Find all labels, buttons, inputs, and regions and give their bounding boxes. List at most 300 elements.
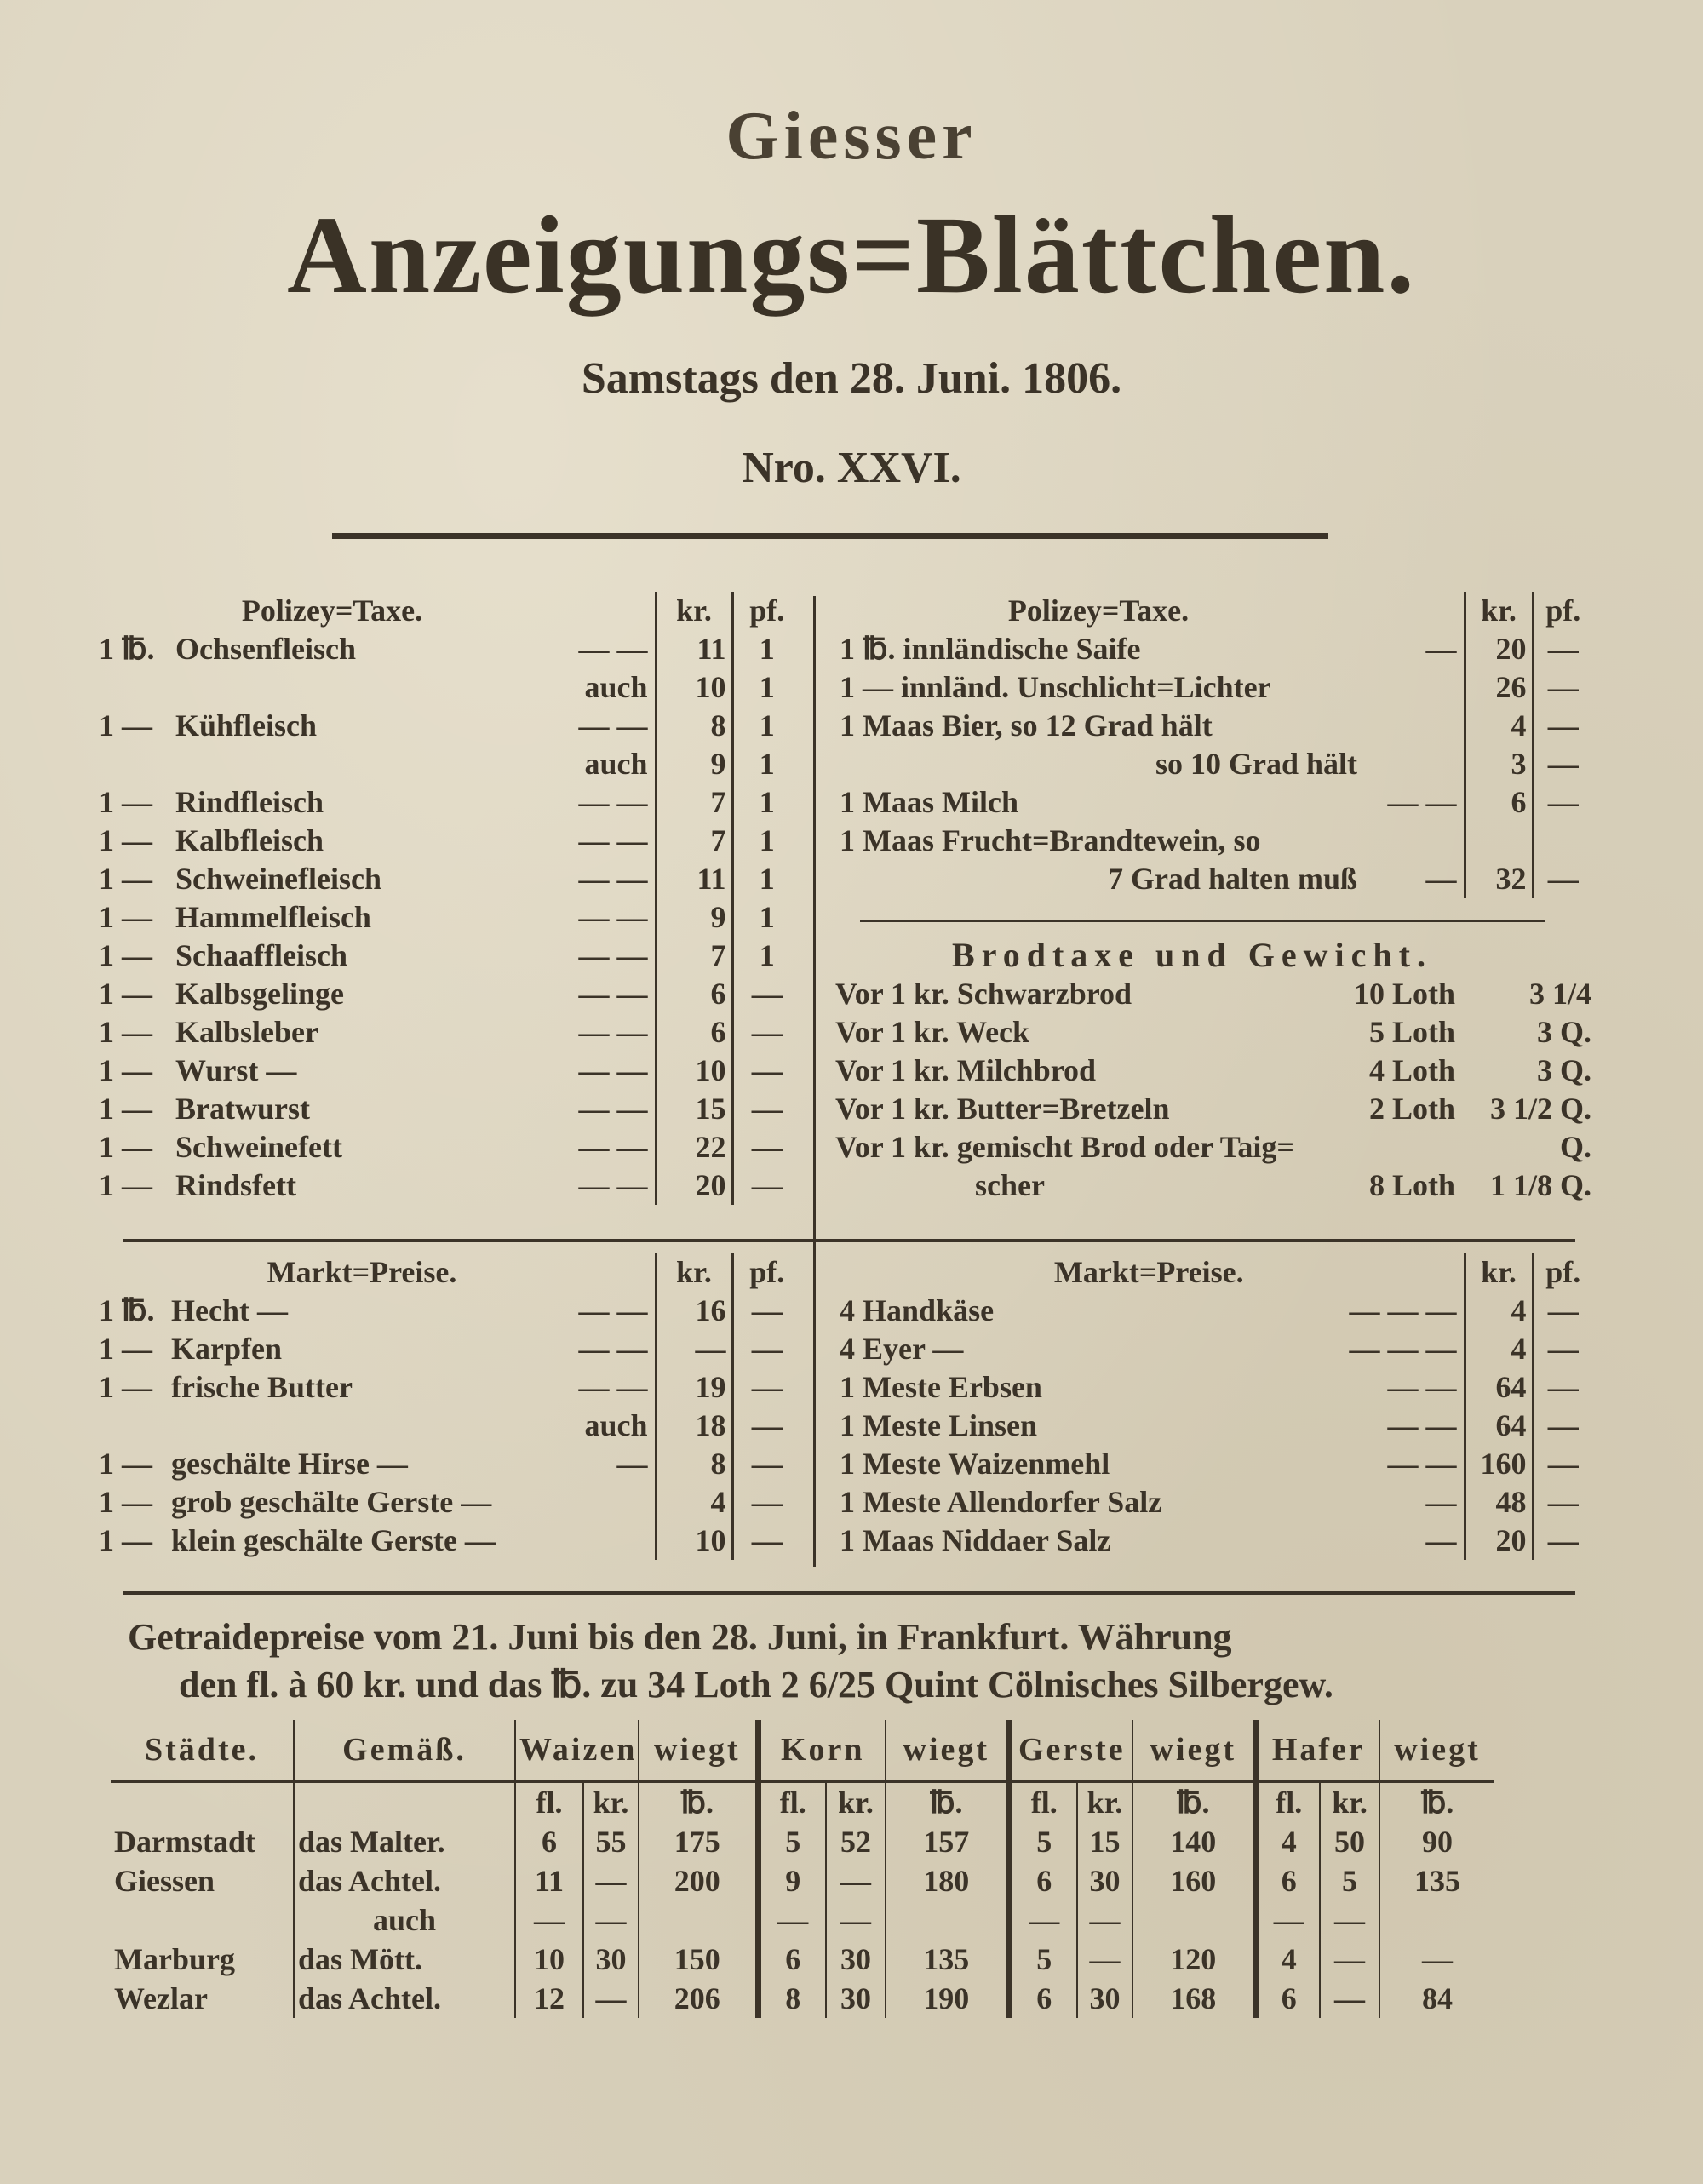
bread-item: Vor 1 kr. Butter=Bretzeln: [835, 1092, 1170, 1126]
price-pf: —: [732, 1292, 800, 1330]
grain-value: 9: [758, 1861, 826, 1900]
filler: — —: [578, 938, 648, 972]
col-pf: pf.: [732, 1253, 800, 1292]
price-kr: 20: [1465, 1522, 1533, 1560]
bread-item: scher: [975, 1168, 1045, 1202]
item-name: 1 Maas Milch: [840, 785, 1018, 819]
price-pf: —: [1533, 860, 1592, 898]
filler: — —: [578, 900, 648, 934]
price-kr: 4: [656, 1483, 732, 1522]
unit-header: kr.: [826, 1781, 886, 1822]
grain-value: —: [826, 1861, 886, 1900]
grain-value: 6: [758, 1940, 826, 1979]
grain-value: —: [515, 1900, 583, 1940]
table-row: [834, 822, 1592, 860]
filler: — —: [578, 823, 648, 857]
grain-value: 200: [639, 1861, 758, 1900]
item-name: [170, 745, 494, 783]
price-pf: —: [732, 975, 800, 1013]
filler: — —: [578, 1168, 648, 1202]
row-quantity: [94, 1407, 166, 1445]
price-kr: 20: [1465, 630, 1533, 668]
bread-weight: 5 Loth: [1368, 1015, 1455, 1049]
price-kr: 6: [656, 1013, 732, 1052]
item-name: 1 Meste Linsen: [840, 1408, 1037, 1442]
item-name: grob geschälte Gerste —: [171, 1485, 492, 1519]
measure: auch: [294, 1900, 515, 1940]
price-pf: —: [1533, 745, 1592, 783]
item-name: 4 Eyer —: [840, 1332, 964, 1366]
price-pf: —: [732, 1483, 800, 1522]
grain-value: 180: [886, 1861, 1009, 1900]
row-quantity: 1 —: [99, 1523, 152, 1557]
filler: [1362, 822, 1465, 860]
grain-value: —: [1077, 1940, 1132, 1979]
price-kr: 4: [1465, 1330, 1533, 1368]
price-pf: —: [732, 1013, 800, 1052]
item-name: 1 Meste Waizenmehl: [840, 1447, 1110, 1481]
unit-header: kr.: [1077, 1781, 1132, 1822]
grain-value: 30: [1077, 1861, 1132, 1900]
table-row: [94, 1522, 800, 1560]
table-row: [834, 1368, 1592, 1407]
grain-value: 190: [886, 1979, 1009, 2018]
filler: — — —: [1349, 1332, 1457, 1366]
filler: —: [616, 1447, 648, 1481]
table-row: [94, 668, 800, 707]
grain-value: 140: [1132, 1822, 1256, 1861]
column-header: Waizen: [515, 1720, 639, 1781]
divider: [123, 1239, 1575, 1242]
issue-date: Samstags den 28. Juni. 1806.: [581, 354, 1122, 403]
masthead-title: Anzeigungs=Blättchen.: [287, 194, 1416, 317]
table-row: [834, 1483, 1592, 1522]
getraide-line-1: Getraidepreise vom 21. Juni bis den 28. Juni, in Frankfurt. Währung: [128, 1616, 1232, 1658]
price-pf: 1: [732, 668, 800, 707]
section-title: Markt=Preise.: [267, 1255, 457, 1289]
row-quantity: 1 —: [99, 1130, 152, 1164]
grain-value: 168: [1132, 1979, 1256, 2018]
item-name: Hecht —: [171, 1293, 288, 1327]
row-quantity: 1 —: [99, 785, 152, 819]
item-name: so 10 Grad hält: [1155, 747, 1357, 781]
grain-value: 30: [1077, 1979, 1132, 2018]
grain-value: 5: [758, 1822, 826, 1861]
price-pf: —: [1533, 1483, 1592, 1522]
bread-item: Vor 1 kr. Schwarzbrod: [835, 977, 1132, 1011]
table-row: [94, 707, 800, 745]
unit-header: kr.: [583, 1781, 639, 1822]
grain-value: 4: [1256, 1822, 1320, 1861]
item-name: 1 Maas Frucht=Brandtewein, so: [840, 823, 1261, 857]
price-kr: 8: [656, 707, 732, 745]
markt-preise-right: [834, 1253, 1592, 1560]
grain-value: 15: [1077, 1822, 1132, 1861]
price-pf: —: [1533, 1407, 1592, 1445]
bread-quint: 3 1/4: [1528, 977, 1591, 1011]
price-kr: 48: [1465, 1483, 1533, 1522]
table-row: [834, 745, 1592, 783]
column-header: wiegt: [639, 1720, 758, 1781]
grain-value: 12: [515, 1979, 583, 2018]
table-row: [94, 745, 800, 783]
polizey-taxe-right: [834, 592, 1592, 898]
col-pf: pf.: [732, 592, 800, 630]
grain-value: —: [758, 1900, 826, 1940]
item-name: 1 — innländ. Unschlicht=Lichter: [840, 670, 1271, 704]
price-pf: 1: [732, 630, 800, 668]
unit-header: ℔.: [639, 1781, 758, 1822]
item-name: Kalbfleisch: [175, 823, 324, 857]
table-row: [94, 1013, 800, 1052]
spacer: [111, 1781, 294, 1822]
table-row: [830, 1013, 1597, 1052]
filler: [558, 1483, 656, 1522]
column-header: wiegt: [1132, 1720, 1256, 1781]
row-quantity: 1 —: [99, 1447, 152, 1481]
price-pf: —: [1533, 630, 1592, 668]
item-name: Rindsfett: [175, 1168, 296, 1202]
item-name: 4 Handkäse: [840, 1293, 995, 1327]
table-row: [94, 1052, 800, 1090]
col-kr: kr.: [656, 1253, 732, 1292]
table-row: [94, 1483, 800, 1522]
price-kr: 8: [656, 1445, 732, 1483]
polizey-taxe-left: [94, 592, 800, 1205]
price-kr: 10: [656, 1052, 732, 1090]
row-quantity: 1 —: [99, 938, 152, 972]
divider: [860, 920, 1545, 922]
filler: — —: [578, 785, 648, 819]
bread-weight: 8 Loth: [1368, 1168, 1455, 1202]
grain-value: 55: [583, 1822, 639, 1861]
grain-value: 150: [639, 1940, 758, 1979]
bread-item: Vor 1 kr. gemischt Brod oder Taig=: [835, 1130, 1294, 1164]
measure: das Achtel.: [294, 1979, 515, 2018]
price-kr: 10: [656, 1522, 732, 1560]
price-pf: 1: [732, 707, 800, 745]
brodtaxe-table: [830, 975, 1597, 1205]
grain-value: —: [583, 1900, 639, 1940]
grain-value: 8: [758, 1979, 826, 2018]
table-row: [834, 630, 1592, 668]
grain-value: 157: [886, 1822, 1009, 1861]
table-row: [94, 822, 800, 860]
row-quantity: 1 —: [99, 1370, 152, 1404]
price-pf: 1: [732, 860, 800, 898]
table-row: [830, 975, 1597, 1013]
table-row: [830, 1090, 1597, 1128]
city-name: Giessen: [114, 1864, 215, 1898]
filler: — —: [578, 1293, 648, 1327]
grain-value: —: [826, 1900, 886, 1940]
price-kr: 64: [1465, 1368, 1533, 1407]
col-pf: pf.: [1533, 1253, 1592, 1292]
table-row: [94, 937, 800, 975]
table-row: [94, 1407, 800, 1445]
table-row: [94, 898, 800, 937]
price-kr: 10: [656, 668, 732, 707]
measure: das Malter.: [294, 1822, 515, 1861]
grain-value: 135: [1379, 1861, 1494, 1900]
filler: — —: [1387, 1408, 1457, 1442]
item-name: Schweinefett: [175, 1130, 342, 1164]
column-header: wiegt: [886, 1720, 1009, 1781]
section-title: Polizey=Taxe.: [241, 593, 423, 628]
price-pf: 1: [732, 745, 800, 783]
price-kr: 4: [1465, 1292, 1533, 1330]
row-quantity: 1 —: [99, 1053, 152, 1087]
grain-value: 50: [1320, 1822, 1379, 1861]
item-name: Wurst —: [175, 1053, 297, 1087]
item-name: klein geschälte Gerste —: [171, 1523, 496, 1557]
price-pf: —: [1533, 668, 1592, 707]
price-pf: —: [1533, 1330, 1592, 1368]
filler: — —: [578, 1130, 648, 1164]
grain-value: —: [1256, 1900, 1320, 1940]
grain-value: 175: [639, 1822, 758, 1861]
section-title: Markt=Preise.: [1053, 1255, 1244, 1289]
item-name: Bratwurst: [175, 1092, 310, 1126]
item-name: Rindfleisch: [175, 785, 324, 819]
row-quantity: 1 —: [99, 862, 152, 896]
price-pf: —: [732, 1445, 800, 1483]
item-name: Hammelfleisch: [175, 900, 371, 934]
table-row: [834, 1407, 1592, 1445]
row-quantity: 1 —: [99, 1485, 152, 1519]
grain-value: 4: [1256, 1940, 1320, 1979]
price-kr: [1465, 822, 1533, 860]
grain-value: [886, 1900, 1009, 1940]
divider: [123, 1591, 1575, 1595]
col-pf: pf.: [1533, 592, 1592, 630]
price-kr: 3: [1465, 745, 1533, 783]
bread-quint: 3 Q.: [1536, 1015, 1591, 1049]
price-kr: 9: [656, 745, 732, 783]
item-name: frische Butter: [171, 1370, 353, 1404]
grain-value: —: [1009, 1900, 1077, 1940]
item-name: 7 Grad halten muß: [1107, 862, 1357, 896]
grain-value: —: [1320, 1979, 1379, 2018]
getraide-intro: [128, 1614, 1592, 1709]
price-kr: 160: [1465, 1445, 1533, 1483]
row-quantity: 1 —: [99, 708, 152, 742]
price-kr: 7: [656, 822, 732, 860]
filler: — —: [578, 632, 648, 666]
unit-header: fl.: [1009, 1781, 1077, 1822]
grain-value: —: [583, 1979, 639, 2018]
filler: — —: [578, 862, 648, 896]
bread-weight: 4 Loth: [1368, 1053, 1455, 1087]
filler: — —: [578, 1015, 648, 1049]
filler: — —: [578, 1370, 648, 1404]
filler: — —: [578, 1092, 648, 1126]
column-header: wiegt: [1379, 1720, 1494, 1781]
table-row: [830, 1052, 1597, 1090]
bread-weight: [1341, 1128, 1460, 1167]
table-row: [111, 1900, 1494, 1940]
filler: — —: [578, 977, 648, 1011]
item-name: Schaaffleisch: [175, 938, 347, 972]
price-kr: 11: [656, 630, 732, 668]
grain-value: 30: [826, 1979, 886, 2018]
section-title: Polizey=Taxe.: [1007, 593, 1190, 628]
grain-value: [1132, 1900, 1256, 1940]
row-quantity: 1 —: [99, 1168, 152, 1202]
getraide-line-2: den fl. à 60 kr. und das ℔. zu 34 Loth 2 6/25 Quint Cölnisches Silbergew.: [179, 1664, 1333, 1705]
price-pf: 1: [732, 937, 800, 975]
brodtaxe-title: Brodtaxe und Gewicht.: [952, 936, 1432, 974]
table-row: [111, 1979, 1494, 2018]
price-pf: —: [1533, 707, 1592, 745]
grain-value: [639, 1900, 758, 1940]
spacer: [294, 1781, 515, 1822]
price-pf: —: [732, 1368, 800, 1407]
table-row: [111, 1822, 1494, 1861]
row-quantity: [94, 668, 170, 707]
bread-quint: 3 1/2 Q.: [1489, 1092, 1591, 1126]
item-name: Kalbsleber: [175, 1015, 318, 1049]
bread-item: Vor 1 kr. Weck: [835, 1015, 1030, 1049]
grain-value: 6: [1256, 1979, 1320, 2018]
row-quantity: 1 —: [99, 1332, 152, 1366]
item-name: Karpfen: [171, 1332, 282, 1366]
grain-value: 160: [1132, 1861, 1256, 1900]
unit-header: fl.: [758, 1781, 826, 1822]
grain-value: —: [1379, 1940, 1494, 1979]
price-pf: —: [1533, 1292, 1592, 1330]
price-kr: 6: [656, 975, 732, 1013]
row-quantity: 1 ℔.: [99, 632, 155, 666]
filler: auch: [584, 670, 648, 704]
item-name: Ochsenfleisch: [175, 632, 356, 666]
bread-quint: 1 1/8 Q.: [1489, 1168, 1591, 1202]
item-name: [170, 668, 494, 707]
table-row: [834, 783, 1592, 822]
grain-value: 90: [1379, 1822, 1494, 1861]
table-row: [834, 707, 1592, 745]
price-pf: [1533, 822, 1592, 860]
table-row: [834, 1330, 1592, 1368]
price-pf: —: [732, 1052, 800, 1090]
filler: [1362, 745, 1465, 783]
grain-value: 11: [515, 1861, 583, 1900]
table-row: [94, 860, 800, 898]
price-kr: 22: [656, 1128, 732, 1167]
grain-value: —: [1320, 1900, 1379, 1940]
column-header: Hafer: [1256, 1720, 1379, 1781]
row-quantity: 1 —: [99, 1092, 152, 1126]
city-name: Wezlar: [114, 1981, 208, 2015]
city-name: Darmstadt: [114, 1825, 255, 1859]
grain-price-table: [111, 1720, 1494, 2018]
row-quantity: 1 —: [99, 900, 152, 934]
grain-value: 206: [639, 1979, 758, 2018]
table-row: [111, 1781, 1494, 1822]
table-row: [94, 1292, 800, 1330]
price-kr: 9: [656, 898, 732, 937]
price-kr: 18: [656, 1407, 732, 1445]
bread-weight: 2 Loth: [1368, 1092, 1455, 1126]
price-kr: 64: [1465, 1407, 1533, 1445]
city-name: [111, 1900, 294, 1940]
grain-value: —: [583, 1861, 639, 1900]
item-name: Schweinefleisch: [175, 862, 381, 896]
item-name: 1 Meste Erbsen: [840, 1370, 1042, 1404]
filler: [1362, 668, 1465, 707]
grain-value: —: [1077, 1900, 1132, 1940]
item-name: 1 ℔. innländische Saife: [840, 632, 1141, 666]
table-row: [834, 668, 1592, 707]
grain-value: [1379, 1900, 1494, 1940]
row-quantity: 1 —: [99, 823, 152, 857]
item-name: 1 Maas Bier, so 12 Grad hält: [840, 708, 1213, 742]
item-name: [166, 1407, 558, 1445]
price-pf: —: [732, 1167, 800, 1205]
column-header: Gemäß.: [294, 1720, 515, 1781]
bread-item: Vor 1 kr. Milchbrod: [835, 1053, 1097, 1087]
item-name: Kalbsgelinge: [175, 977, 345, 1011]
price-pf: —: [732, 1330, 800, 1368]
price-kr: 19: [656, 1368, 732, 1407]
table-row: [830, 1128, 1597, 1167]
item-name: Kühfleisch: [175, 708, 318, 742]
table-row: [830, 1167, 1597, 1205]
grain-value: 6: [515, 1822, 583, 1861]
city-name: Marburg: [114, 1942, 235, 1976]
table-row: [94, 1090, 800, 1128]
unit-header: ℔.: [1379, 1781, 1494, 1822]
filler: — —: [578, 1053, 648, 1087]
price-pf: —: [1533, 1522, 1592, 1560]
price-pf: —: [732, 1522, 800, 1560]
price-kr: 7: [656, 937, 732, 975]
filler: —: [1425, 1523, 1457, 1557]
price-kr: 26: [1465, 668, 1533, 707]
table-row: [94, 783, 800, 822]
price-pf: —: [732, 1128, 800, 1167]
measure: das Mött.: [294, 1940, 515, 1979]
grain-value: 30: [826, 1940, 886, 1979]
unit-header: ℔.: [886, 1781, 1009, 1822]
unit-header: ℔.: [1132, 1781, 1256, 1822]
price-kr: 4: [1465, 707, 1533, 745]
price-pf: —: [1533, 1445, 1592, 1483]
price-kr: 6: [1465, 783, 1533, 822]
price-pf: 1: [732, 898, 800, 937]
price-kr: 7: [656, 783, 732, 822]
table-row: [94, 1167, 800, 1205]
table-row: [834, 1445, 1592, 1483]
table-row: [94, 1330, 800, 1368]
item-name: 1 Meste Allendorfer Salz: [840, 1485, 1162, 1519]
price-pf: —: [732, 1090, 800, 1128]
bread-quint: 3 Q.: [1536, 1053, 1591, 1087]
price-pf: —: [732, 1407, 800, 1445]
table-row: [834, 1292, 1592, 1330]
unit-header: kr.: [1320, 1781, 1379, 1822]
filler: — —: [1387, 1447, 1457, 1481]
filler: [558, 1522, 656, 1560]
price-kr: 15: [656, 1090, 732, 1128]
grain-value: 5: [1009, 1940, 1077, 1979]
grain-value: 6: [1009, 1861, 1077, 1900]
filler: — —: [1387, 1370, 1457, 1404]
grain-value: 5: [1320, 1861, 1379, 1900]
table-row: [834, 860, 1592, 898]
item-name: geschälte Hirse —: [171, 1447, 408, 1481]
grain-value: 5: [1009, 1822, 1077, 1861]
